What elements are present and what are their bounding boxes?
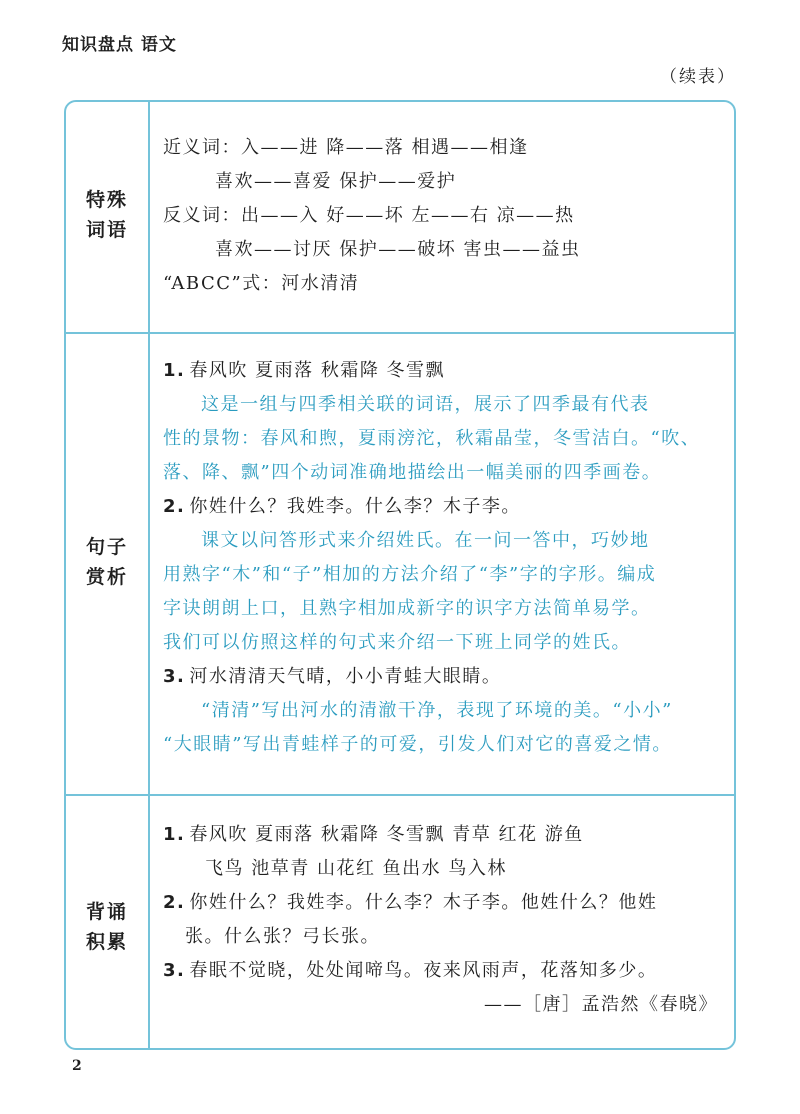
sentence-text: 河水清清天气晴，小小青蛙大眼睛。 [189, 666, 502, 687]
analysis-line: 用熟字“木”和“子”相加的方法介绍了“李”字的字形。编成 [163, 564, 657, 585]
sentence-text: 春风吹 夏雨落 秋霜降 冬雪飘 [189, 360, 446, 381]
continued-label: （续表） [660, 67, 736, 87]
category-recite-accumulate [66, 897, 148, 957]
column-divider [148, 102, 150, 1048]
analysis-line: 我们可以仿照这样的句式来介绍一下班上同学的姓氏。 [163, 632, 631, 653]
item-number: 1. [163, 824, 186, 845]
sentence-appreciation-content [163, 354, 720, 762]
category-label: 句子 [85, 536, 128, 558]
analysis-line: “清清”写出河水的清澈干净，表现了环境的美。“小小” [201, 700, 673, 721]
analysis-line: 落、降、飘”四个动词准确地描绘出一幅美丽的四季画卷。 [163, 462, 662, 483]
analysis-line: 这是一组与四季相关联的词语，展示了四季最有代表 [201, 394, 650, 415]
sentence-item [163, 660, 720, 694]
category-label: 特殊 [85, 189, 128, 211]
row-divider [66, 794, 734, 796]
recite-text: 春风吹 夏雨落 秋霜降 冬雪飘 青草 红花 游鱼 [189, 824, 584, 845]
analysis-line: 字诀朗朗上口，且熟字相加成新字的识字方法简单易学。 [163, 598, 651, 619]
knowledge-table [64, 100, 736, 1050]
page-header: 知识盘点 语文 [62, 35, 177, 55]
category-special-words [66, 185, 148, 245]
recite-item [163, 954, 720, 988]
recite-item [163, 886, 720, 920]
analysis-line: 课文以问答形式来介绍姓氏。在一问一答中，巧妙地 [201, 530, 650, 551]
recite-line: 张。什么张？弓长张。 [185, 926, 380, 947]
synonym-line: 喜欢——喜爱 保护——爱护 [215, 171, 457, 192]
synonym-line: 近义词：入——进 降——落 相遇——相逢 [163, 137, 529, 158]
recite-content [163, 818, 720, 1022]
recite-item [163, 818, 720, 852]
category-label: 赏析 [85, 566, 128, 588]
abcc-line: “ABCC”式：河水清清 [163, 273, 360, 294]
item-number: 3. [163, 666, 186, 687]
item-number: 2. [163, 892, 186, 913]
row-divider [66, 332, 734, 334]
item-number: 2. [163, 496, 186, 517]
analysis-line: “大眼睛”写出青蛙样子的可爱，引发人们对它的喜爱之情。 [163, 734, 672, 755]
page-number: 2 [72, 1058, 82, 1074]
analysis-line: 性的景物：春风和煦，夏雨滂沱，秋霜晶莹，冬雪洁白。“吹、 [163, 428, 701, 449]
recite-text: 你姓什么？我姓李。什么李？木子李。他姓什么？他姓 [189, 892, 658, 913]
recite-text: 春眠不觉晓，处处闻啼鸟。夜来风雨声，花落知多少。 [189, 960, 658, 981]
sentence-text: 你姓什么？我姓李。什么李？木子李。 [189, 496, 521, 517]
category-sentence-appreciation [66, 532, 148, 592]
sentence-item [163, 354, 720, 388]
special-words-content [163, 131, 720, 301]
category-label: 背诵 [85, 901, 128, 923]
poem-citation: ——［唐］孟浩然《春晓》 [484, 994, 718, 1015]
category-label: 积累 [85, 931, 128, 953]
antonym-line: 喜欢——讨厌 保护——破坏 害虫——益虫 [215, 239, 581, 260]
item-number: 3. [163, 960, 186, 981]
sentence-item [163, 490, 720, 524]
antonym-line: 反义词：出——入 好——坏 左——右 凉——热 [163, 205, 575, 226]
recite-line: 飞鸟 池草青 山花红 鱼出水 鸟入林 [205, 858, 507, 879]
item-number: 1. [163, 360, 186, 381]
category-label: 词语 [85, 219, 128, 241]
